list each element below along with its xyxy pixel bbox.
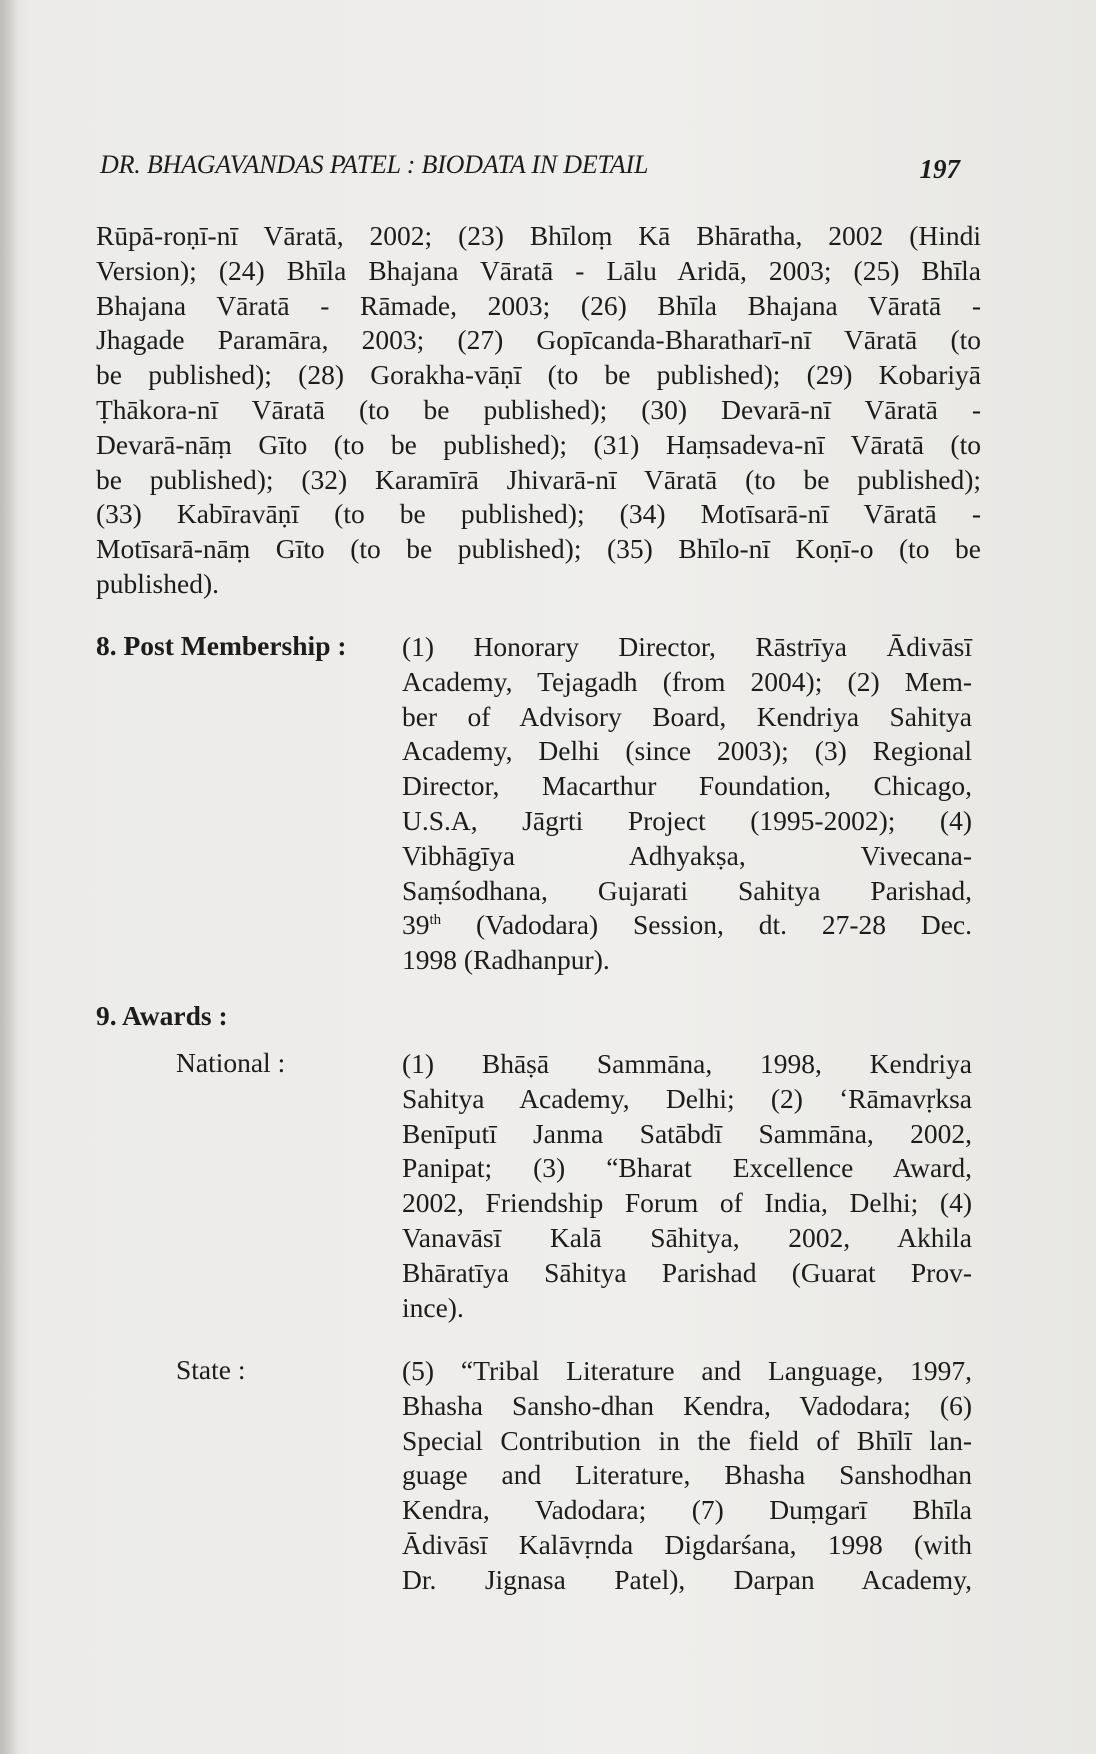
- text-line: Benīputī Janma Satābdī Sammāna, 2002,: [402, 1117, 972, 1149]
- text-line: Ṭhākora-nī Vāratā (to be published); (30) Devarā-nī Vāratā -: [96, 393, 981, 425]
- state-awards-body: [402, 1354, 972, 1598]
- text-line: Rūpā-roṇī-nī Vāratā, 2002; (23) Bhīloṃ Kā Bhāratha, 2002 (Hindi: [96, 220, 981, 251]
- text-line: Sahitya Academy, Delhi; (2) ‘Rāmavṛksa: [402, 1082, 972, 1114]
- awards-heading: 9. Awards :: [96, 1000, 228, 1031]
- text-line: published).: [96, 567, 219, 599]
- text-line: Version); (24) Bhīla Bhajana Vāratā - Lālu Aridā, 2003; (25) Bhīla: [96, 254, 981, 286]
- text-line: Bhāratīya Sāhitya Parishad (Guarat Prov-: [402, 1256, 972, 1288]
- text-line: Bhajana Vāratā - Rāmade, 2003; (26) Bhīla Bhajana Vāratā -: [96, 289, 981, 321]
- text-line: Panipat; (3) “Bharat Excellence Award,: [402, 1152, 972, 1184]
- text-line: [402, 908, 972, 943]
- text-line: guage and Literature, Bhasha Sanshodhan: [402, 1459, 972, 1491]
- text-line: U.S.A, Jāgrti Project (1995-2002); (4): [402, 804, 972, 836]
- text-line: Motīsarā-nāṃ Gīto (to be published); (35) Bhīlo-nī Koṇī-o (to be: [96, 533, 981, 565]
- page-header: [100, 150, 960, 190]
- text-line: Kendra, Vadodara; (7) Duṃgarī Bhīla: [402, 1494, 972, 1526]
- text-line: Dr. Jignasa Patel), Darpan Academy,: [402, 1563, 972, 1595]
- national-awards-label: National :: [176, 1047, 286, 1078]
- session-ordinal: th: [429, 912, 442, 929]
- page-gutter-shadow: [0, 0, 18, 1754]
- text-line: Director, Macarthur Foundation, Chicago,: [402, 770, 972, 802]
- national-awards-body: [402, 1047, 972, 1325]
- post-membership-body: [402, 630, 972, 978]
- text-line: be published); (32) Karamīrā Jhivarā-nī Vāratā (to be published);: [96, 463, 981, 495]
- text-line: Vanavāsī Kalā Sāhitya, 2002, Akhila: [402, 1221, 972, 1253]
- text-line: Academy, Delhi (since 2003); (3) Regional: [402, 735, 972, 767]
- text-line: Bhasha Sansho-dhan Kendra, Vadodara; (6): [402, 1389, 972, 1421]
- text-line: (5) “Tribal Literature and Language, 1997,: [402, 1355, 972, 1386]
- text-line: 2002, Friendship Forum of India, Delhi; (4): [402, 1187, 972, 1219]
- text-line: (33) Kabīravāṇī (to be published); (34) Motīsarā-nī Vāratā -: [96, 498, 981, 530]
- state-awards-label: State :: [176, 1354, 246, 1385]
- session-detail: (Vadodara) Session, dt. 27-28 Dec.: [476, 909, 973, 941]
- text-line: (1) Bhāṣā Sammāna, 1998, Kendriya: [402, 1048, 972, 1079]
- text-line: ince).: [402, 1291, 464, 1323]
- running-head: DR. BHAGAVANDAS PATEL : BIODATA IN DETAIL: [100, 150, 649, 179]
- post-membership-heading: 8. Post Membership :: [96, 630, 347, 661]
- text-line: Vibhāgīya Adhyakṣa, Vivecana-: [402, 839, 972, 871]
- text-line: (1) Honorary Director, Rāstrīya Ādivāsī: [402, 631, 972, 662]
- text-line: Special Contribution in the field of Bhīlī lan-: [402, 1424, 972, 1456]
- page-number: 197: [919, 154, 960, 184]
- continuation-paragraph: [96, 219, 981, 602]
- text-line: Ādivāsī Kalāvṛnda Digdarśana, 1998 (with: [402, 1528, 972, 1560]
- text-line: Academy, Tejagadh (from 2004); (2) Mem-: [402, 665, 972, 697]
- session-number: 39: [402, 909, 430, 941]
- text-line: Saṃśodhana, Gujarati Sahitya Parishad,: [402, 874, 972, 906]
- text-line: Jhagade Paramāra, 2003; (27) Gopīcanda-Bharatharī-nī Vāratā (to: [96, 324, 981, 356]
- text-line: ber of Advisory Board, Kendriya Sahitya: [402, 700, 972, 732]
- text-line: 1998 (Radhanpur).: [402, 944, 610, 976]
- text-line: Devarā-nāṃ Gīto (to be published); (31) Haṃsadeva-nī Vāratā (to: [96, 428, 981, 460]
- text-line: be published); (28) Gorakha-vāṇī (to be published); (29) Kobariyā: [96, 359, 981, 391]
